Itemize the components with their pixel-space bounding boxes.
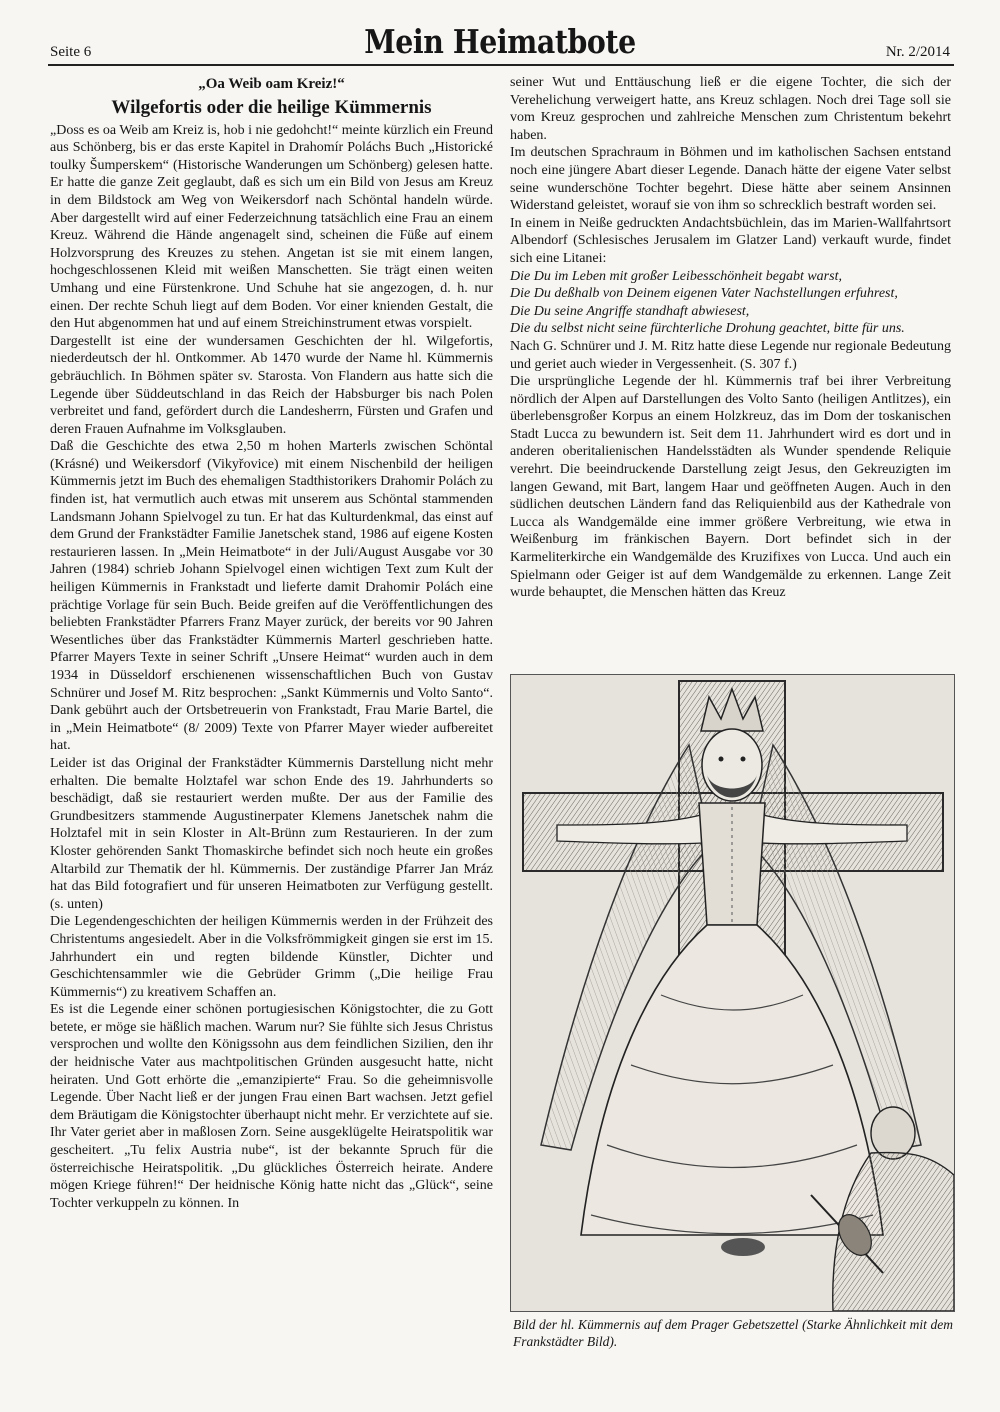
paragraph: Im deutschen Sprachraum in Böhmen und im katholischen Sachsen entstand noch eine jüngere Abart dieser Legende. Danach hätte der eigene Vater selbst seine wunderschöne Tochter begehrt. Diese hätte aber seinem Ansinnen Widerstand geleistet, worauf sie von ihm so schrecklich bestraft worden sei. [510, 145, 951, 214]
left-column [50, 74, 493, 1212]
fiddler-head [871, 1107, 915, 1159]
paragraph: Daß die Geschichte des etwa 2,50 m hohen Marterls zwischen Schöntal (Krásné) und Weikersdorf (Vikyřovice) mit einem Nischenbild der heiligen Kümmernis jetzt im Buch des ehemaligen Stadthistorikers Drahomir Polách zu finden ist, hat vermutlich auch etwas mit unserem aus Schöntal stammenden Landsmann Johann Spielvogel zu tun. Er hat das Kulturdenkmal, das einst auf dem Grund der Frankstädter Familie Janetschek stand, 1986 auf eigene Kosten restaurieren lassen. In „Mein Heimatbote“ in der Juli/August Ausgabe vor 30 Jahren (1984) schrieb Johann Spielvogel einen wichtigen Text zum Kult der heiligen Kümmernis in Frankstadt und lieferte damit Drahomir Polách eine prächtige Vorlage für sein Buch. Beide greifen auf die Veröffentlichungen des beliebten Frankstädter Pfarrers Franz Mayer zurück, der bereits vor 90 Jahren Wesentliches über das Frankstädter Kümmernis Marterl geschrieben hatte. Pfarrer Mayers Texte in seiner Schrift „Unsere Heimat“ wurden auch in dem 1934 in Düsseldorf erschienenen wissenschaftlichen Buch von Gustav Schnürer und Josef M. Ritz besprochen: „Sankt Kümmernis und Volto Santo“. Dank gebührt auch der Ortsbetreuerin von Frankstadt, Frau Marie Bartel, die in „Mein Heimatbote“ (8/ 2009) Texte von Pfarrer Mayer wieder aufbereitet hat. [50, 439, 493, 754]
issue-number: Nr. 2/2014 [885, 44, 950, 60]
paragraph: In einem in Neiße gedruckten Andachtsbüchlein, das im Marien-Wallfahrtsort Albendorf (Schlesisches Jerusalem im Glatzer Land) verkauft wurde, findet sich eine Litanei: [510, 215, 951, 266]
paragraph: Leider ist das Original der Frankstädter Kümmernis Darstellung nicht mehr erhalten. Die bemalte Holztafel war schon Ende des 19. Jahrhunderts so beschädigt, daß sie restauriert werden mußte. Der aus der Familie des Grundbesitzers stammende Augustinerpater Klemens Janetschek nahm die Holztafel mit in sein Kloster in Alt-Brünn zum Restaurieren. In der zum Kloster gehörenden Sankt Thomaskirche befindet sich noch heute ein großes Altarbild zur Thematik der hl. Kümmernis. Der zuständige Pfarrer Jan Mráz hat das Bild fotografiert und für unseren Heimatboten zur Verfügung gestellt. (s. unten) [50, 755, 493, 912]
paragraph: seiner Wut und Enttäuschung ließ er die eigene Tochter, die sich der Verehelichung verweigert hatte, ans Kreuz schlagen. Noch drei Tage soll sie vom Kreuz gesprochen und zahlreiche Menschen zum Christentum bekehrt haben. [510, 75, 951, 143]
shoe [721, 1238, 765, 1256]
litany-line: Die du selbst nicht seine fürchterliche Drohung geachtet, bitte für uns. [510, 321, 905, 337]
paragraph: Dargestellt ist eine der wundersamen Geschichten der hl. Wilgefortis, niederdeutsch der hl. Ontkommer. Ab 1470 wurde der Name hl. Kümmernis gebräuchlich. In Böhmen später sv. Starosta. Von Flandern aus hatte sich die Legende über Süddeutschland in das Reich der Habsburger bis nach Polen verbreitet und fand, gefördert durch die Landesherrn, Fürsten und Grafen und deren Frauen Aufnahme im Volksglauben. [50, 333, 493, 437]
kuemmernis-engraving [510, 674, 955, 1312]
paragraph: Es ist die Legende einer schönen portugiesischen Königstochter, die zu Gott betete, er möge sie häßlich machen. Warum nur? Sie fühlte sich Jesus Christus versprochen und wollte den Königssohn aus dem feindlichen Sizilien, den ihr der heidnische Vater aus machtpolitischen Gründen ausgesucht hatte, nicht heiraten. Und Gott erhörte die „emanzipierte“ Frau. So die geheimnisvolle Legende. Über Nacht ließ er der jungen Frau einen Bart wachsen. Jetzt gefiel dem Bräutigam die Königstochter überhaupt nicht mehr. Er verzichtete auf sie. Ihr Vater geriet aber in maßlosen Zorn. Seine ausgeklügelte Heiratspolitik war gescheitert. „Tu felix Austria nube“, ist der bekannte Spruch für die österreichische Heiratspolitik. „Du glückliches Österreich heirate. Andere mögen Kriege führen!“ Der heidnische König hatte nicht das „Glück“, seine Tochter verkuppeln zu können. In [50, 1002, 493, 1211]
right-column [510, 74, 951, 602]
masthead-logo: Mein Heimatbote [364, 22, 636, 61]
article-title: Wilgefortis oder die heilige Kümmernis [111, 96, 432, 118]
paragraph: Nach G. Schnürer und J. M. Ritz hatte diese Legende nur regionale Bedeutung und geriet auch wieder in Vergessenheit. (S. 307 f.) [510, 338, 951, 372]
page-number: Seite 6 [50, 44, 92, 60]
header-rule [48, 64, 954, 66]
page-header [0, 0, 1000, 70]
article-kicker: „Oa Weib oam Kreiz!“ [198, 76, 345, 92]
paragraph: „Doss es oa Weib am Kreiz is, hob i nie gedohcht!“ meinte kürzlich ein Freund aus Schönberg, bis er das erste Kapitel in Drahomír Poláchs Buch „Historické toulky Šumperskem“ (Historische Wanderungen um Schönberg) gelesen hatte. Er hatte die ganze Zeit geglaubt, daß es sich um ein Bild von Jesus am Kreuz in dem Bildstock am Weg von Weikersdorf nach Schöntal handeln würde. Aber dargestellt wird auf einer Federzeichnung tatsächlich eine Frau an einem Kreuz. Während die Hände angenagelt sind, scheinen die Füße auf einem Holzvorsprung des Kreuzes zu stehen. Angetan ist sie mit einem langen, hochgeschlossenen Kleid mit weißen Manschetten. Sie trägt einen weiten Umhang und eine Fürstenkrone. Und Schuhe hat sie angezogen, d. h. nur einen. Der rechte Schuh liegt auf dem Boden. Vor einer knienden Gestalt, die den Hut abgenommen hat und auf einem Streichinstrument etwas vorspielt. [50, 122, 493, 332]
paragraph: Die ursprüngliche Legende der hl. Kümmernis traf bei ihrer Verbreitung nördlich der Alpen auf Darstellungen des Volto Santo (heiligen Antlitzes), ein überlebensgroßer Korpus an einem Holzkreuz, das im Dom der toskanischen Stadt Lucca zu bewundern ist. Seit dem 11. Jahrhundert wird es dort und in anderen oberitalienischen Handelsstädten als Wunder spendende Reliquie verehrt. Die beeindruckende Darstellung zeigt Jesus, den Gekreuzigten im langen Gewand, mit Bart, langem Haar und geöffneten Augen. Auch in den südlichen deutschen Ländern fand das Reliquienbild aus der Kathedrale von Lucca als Wandgemälde eine immer größere Verbreitung, wie etwa in Weißenburg im fränkischen Bayern. Dort befindet sich in der Karmeliterkirche ein Wandgemälde des Kruzifixes von Lucca. Und auch ein Spielmann oder Geiger ist auf dem Wandgemälde zu erkennen. Lange Zeit wurde behauptet, die Menschen hätten das Kreuz [510, 374, 951, 601]
litany-line: Die Du im Leben mit großer Leibesschönheit begabt warst, [510, 268, 842, 284]
litany-line: Die Du seine Angriffe standhaft abwiesest, [510, 303, 750, 319]
figure-caption: Bild der hl. Kümmernis auf dem Prager Gebetszettel (Starke Ähnlichkeit mit dem Frankstädter Bild). [513, 1317, 953, 1349]
engraving-illustration [511, 675, 954, 1311]
litany-line: Die Du deßhalb von Deinem eigenen Vater Nachstellungen erfuhrest, [510, 286, 898, 302]
paragraph: Die Legendengeschichten der heiligen Kümmernis werden in der Frühzeit des Christentums angesiedelt. Aber in die Volksfrömmigkeit gingen sie erst im 15. Jahrhundert ein und regten bildende Künstler, Dichter und Geschichtensammler wie die Gebrüder Grimm („Die heilige Frau Kümmernis“) zu kreativem Schaffen an. [50, 914, 493, 1000]
